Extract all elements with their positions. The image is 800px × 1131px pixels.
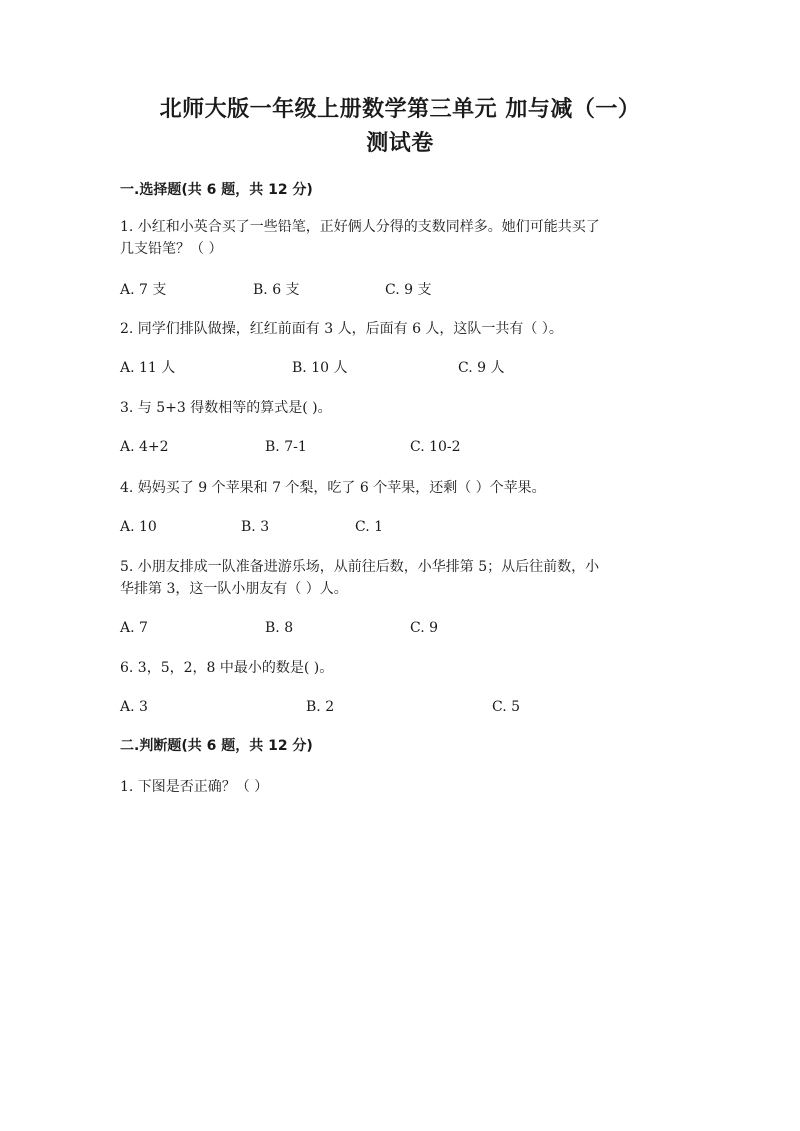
question-3-text: 3. 与 5+3 得数相等的算式是( )。 bbox=[120, 400, 332, 416]
question-2-option-b: B. 10 人 bbox=[292, 360, 348, 376]
question-4-option-b: B. 3 bbox=[241, 519, 270, 535]
question-6-option-a: A. 3 bbox=[120, 699, 148, 715]
document-title-line2: 测试卷 bbox=[366, 131, 434, 156]
question-4-option-a: A. 10 bbox=[120, 519, 157, 535]
question-4-text: 4. 妈妈买了 9 个苹果和 7 个梨，吃了 6 个苹果，还剩（ ）个苹果。 bbox=[120, 480, 546, 496]
question-5-option-a: A. 7 bbox=[120, 620, 148, 636]
question-5-line2: 华排第 3，这一队小朋友有（ ）人。 bbox=[120, 581, 348, 597]
question-4-option-c: C. 1 bbox=[355, 519, 384, 535]
question-6-option-c: C. 5 bbox=[492, 699, 521, 715]
question-1-option-b: B. 6 支 bbox=[253, 282, 300, 298]
judgement-question-1-text: 1. 下图是否正确？（ ） bbox=[120, 779, 269, 795]
question-1-line1: 1. 小红和小英合买了一些铅笔，正好俩人分得的支数同样多。她们可能共买了 bbox=[120, 219, 600, 235]
question-5-line1: 5. 小朋友排成一队准备进游乐场，从前往后数，小华排第 5；从后往前数，小 bbox=[120, 559, 600, 575]
question-6-text: 6. 3，5，2，8 中最小的数是( )。 bbox=[120, 660, 334, 676]
section-heading-judgement: 二.判断题(共 6 题，共 12 分) bbox=[120, 738, 313, 754]
question-5-text bbox=[120, 556, 680, 600]
question-2-option-c: C. 9 人 bbox=[458, 360, 505, 376]
question-5-option-c: C. 9 bbox=[410, 620, 439, 636]
question-3-option-a: A. 4+2 bbox=[120, 439, 169, 455]
question-1-option-a: A. 7 支 bbox=[120, 282, 167, 298]
question-3-option-b: B. 7-1 bbox=[265, 439, 307, 455]
question-1-text bbox=[120, 216, 680, 260]
document-title-line1: 北师大版一年级上册数学第三单元 加与减（一） bbox=[159, 97, 641, 122]
question-2-text: 2. 同学们排队做操，红红前面有 3 人，后面有 6 人，这队一共有（ ）。 bbox=[120, 321, 563, 337]
question-2-option-a: A. 11 人 bbox=[120, 360, 176, 376]
question-5-option-b: B. 8 bbox=[265, 620, 294, 636]
question-1-option-c: C. 9 支 bbox=[385, 282, 432, 298]
question-6-option-b: B. 2 bbox=[306, 699, 335, 715]
section-heading-choice: 一.选择题(共 6 题，共 12 分) bbox=[120, 182, 313, 198]
question-1-line2: 几支铅笔？（ ） bbox=[120, 241, 223, 257]
question-3-option-c: C. 10-2 bbox=[410, 439, 461, 455]
